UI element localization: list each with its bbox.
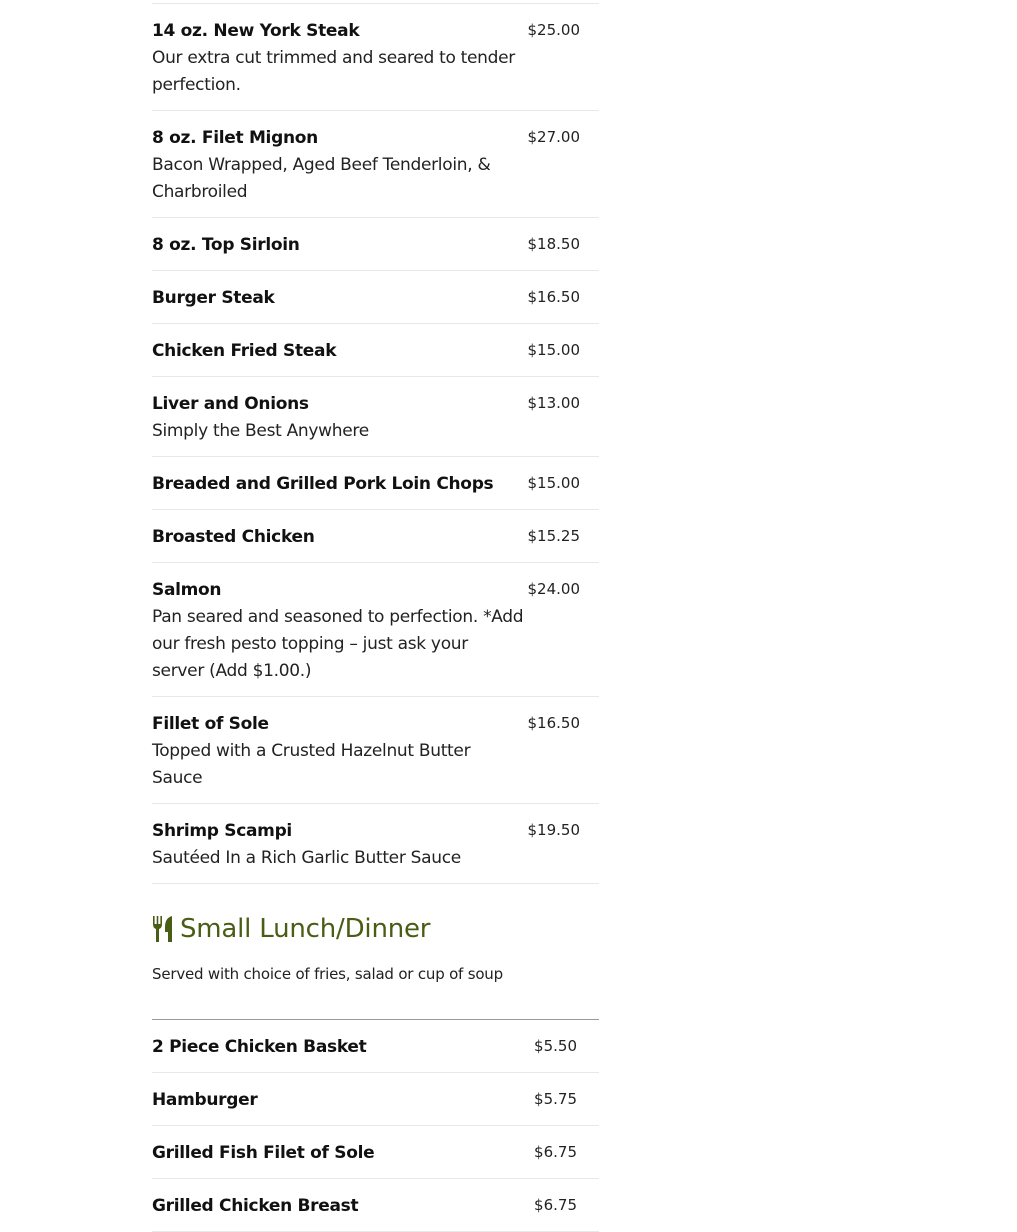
item-price: $6.75 xyxy=(534,1143,577,1161)
item-price: $24.00 xyxy=(527,580,580,598)
item-name: 8 oz. Filet Mignon xyxy=(152,128,318,148)
menu-item xyxy=(152,804,599,884)
item-description: Bacon Wrapped, Aged Beef Tenderloin, & Charbroiled xyxy=(152,155,491,202)
item-text xyxy=(152,125,524,206)
item-name: Grilled Chicken Breast xyxy=(152,1196,359,1216)
item-price: $13.00 xyxy=(527,394,580,412)
fork-knife-icon xyxy=(152,915,173,943)
item-name: Salmon xyxy=(152,580,222,600)
menu-item xyxy=(152,4,599,111)
item-text xyxy=(152,1140,524,1167)
item-text xyxy=(152,338,524,365)
item-price: $5.50 xyxy=(534,1037,577,1055)
item-description: Sautéed In a Rich Garlic Butter Sauce xyxy=(152,848,461,868)
item-price: $16.50 xyxy=(527,714,580,732)
section-header xyxy=(152,913,599,945)
menu-item xyxy=(152,1126,599,1179)
item-text xyxy=(152,818,524,872)
item-price: $19.50 xyxy=(527,821,580,839)
menu-item xyxy=(152,1073,599,1126)
item-description: Topped with a Crusted Hazelnut Butter Sauce xyxy=(152,741,471,788)
menu-item xyxy=(152,1020,599,1073)
menu-item xyxy=(152,111,599,218)
item-text xyxy=(152,1034,524,1061)
item-text xyxy=(152,232,524,259)
menu-item xyxy=(152,1179,599,1232)
item-price: $18.50 xyxy=(527,235,580,253)
item-name: Fillet of Sole xyxy=(152,714,269,734)
item-price: $15.25 xyxy=(527,527,580,545)
item-name: Burger Steak xyxy=(152,288,275,308)
item-price: $15.00 xyxy=(527,341,580,359)
menu-item xyxy=(152,218,599,271)
menu-column xyxy=(152,0,599,1232)
item-name: Breaded and Grilled Pork Loin Chops xyxy=(152,474,494,494)
item-text xyxy=(152,524,524,551)
item-text xyxy=(152,471,524,498)
menu-item xyxy=(152,697,599,804)
menu-item xyxy=(152,324,599,377)
item-name: Grilled Fish Filet of Sole xyxy=(152,1143,375,1163)
item-text xyxy=(152,577,524,685)
item-text xyxy=(152,18,524,99)
item-price: $16.50 xyxy=(527,288,580,306)
item-text xyxy=(152,1193,524,1220)
item-name: 8 oz. Top Sirloin xyxy=(152,235,300,255)
item-name: Liver and Onions xyxy=(152,394,309,414)
item-description: Our extra cut trimmed and seared to tender perfection. xyxy=(152,48,515,95)
item-price: $15.00 xyxy=(527,474,580,492)
item-name: 2 Piece Chicken Basket xyxy=(152,1037,367,1057)
item-name: 14 oz. New York Steak xyxy=(152,21,360,41)
menu-item xyxy=(152,457,599,510)
item-text xyxy=(152,1087,524,1114)
item-description: Simply the Best Anywhere xyxy=(152,421,369,441)
small-items-list xyxy=(152,1020,599,1232)
entrees-list xyxy=(152,4,599,884)
section-title: Small Lunch/Dinner xyxy=(180,914,431,944)
item-price: $27.00 xyxy=(527,128,580,146)
menu-item xyxy=(152,271,599,324)
item-price: $5.75 xyxy=(534,1090,577,1108)
item-description: Pan seared and seasoned to perfection. *Add our fresh pesto topping – just ask your server (Add $1.00.) xyxy=(152,607,524,681)
item-name: Shrimp Scampi xyxy=(152,821,292,841)
menu-item xyxy=(152,510,599,563)
item-price: $6.75 xyxy=(534,1196,577,1214)
item-name: Chicken Fried Steak xyxy=(152,341,337,361)
item-text xyxy=(152,285,524,312)
section-note: Served with choice of fries, salad or cup of soup xyxy=(152,965,503,983)
item-price: $25.00 xyxy=(527,21,580,39)
menu-item xyxy=(152,377,599,457)
item-name: Broasted Chicken xyxy=(152,527,315,547)
menu-item xyxy=(152,563,599,697)
item-text xyxy=(152,711,524,792)
item-text xyxy=(152,391,524,445)
item-name: Hamburger xyxy=(152,1090,258,1110)
